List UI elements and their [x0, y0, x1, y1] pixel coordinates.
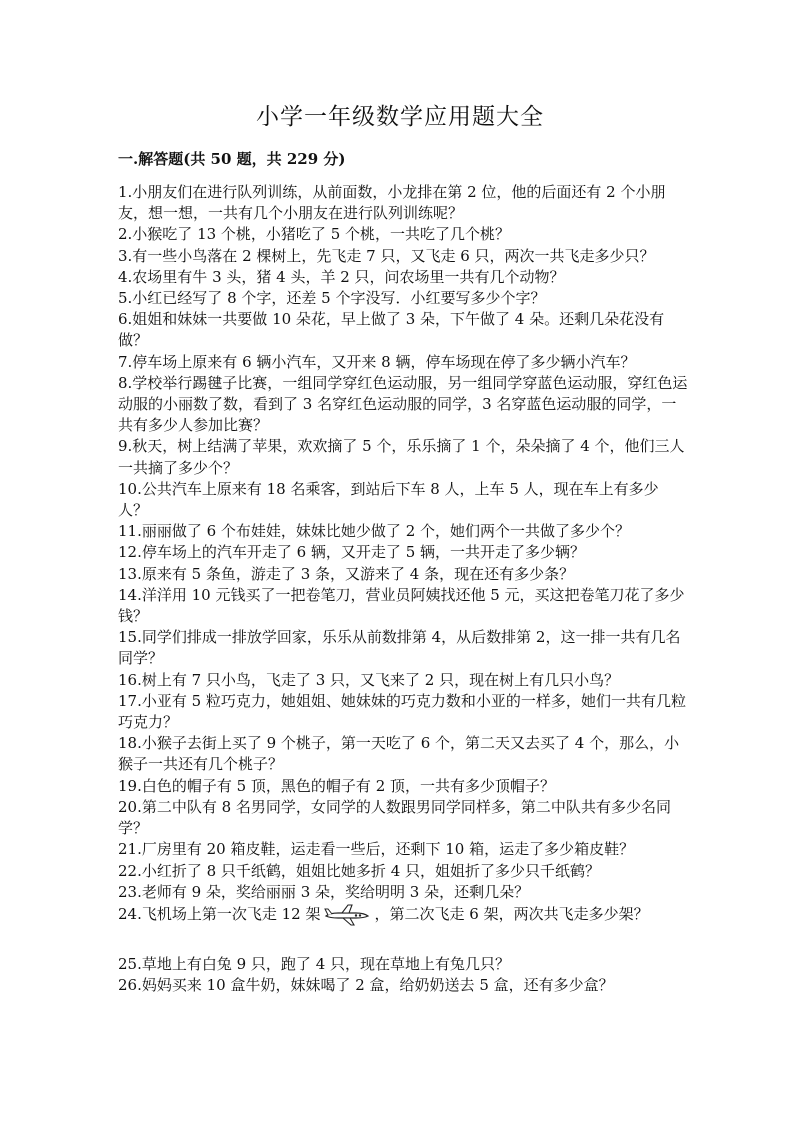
question-item: 5.小红已经写了 8 个字，还差 5 个字没写．小红要写多少个字？: [118, 289, 546, 308]
question-item: 22.小红折了 8 只千纸鹤，姐姐比她多折 4 只，姐姐折了多少只千纸鹤？: [118, 861, 601, 880]
question-item: 19.白色的帽子有 5 顶，黑色的帽子有 2 顶，一共有多少顶帽子？: [118, 776, 556, 795]
question-item: 20.第二中队有 8 名男同学，女同学的人数跟男同学同样多，第二中队共有多少名同学？: [118, 797, 671, 838]
question-item-24: [118, 903, 688, 933]
question-item: 1.小朋友们在进行队列训练，从前面数，小龙排在第 2 位，他的后面还有 2 个小朋友，想一想，一共有几个小朋友在进行队列训练呢？: [118, 183, 666, 223]
question-item: 10.公共汽车上原来有 18 名乘客，到站后下车 8 人，上车 5 人，现在车上有多少人？: [118, 479, 659, 520]
question-24-text-before: 24.飞机场上第一次飞走 12 架: [118, 904, 321, 923]
question-item: 18.小猴子去街上买了 9 个桃子，第一天吃了 6 个，第二天又去买了 4 个，那么，小猴子一共还有几个桃子？: [118, 734, 680, 774]
section-heading: 一.解答题(共 50 题，共 229 分): [118, 150, 346, 168]
question-item: 13.原来有 5 条鱼，游走了 3 条，又游来了 4 条，现在还有多少条？: [118, 564, 575, 583]
question-item: 6.姐姐和妹妹一共要做 10 朵花，早上做了 3 朵，下午做了 4 朵。还剩几朵花没有做？: [118, 310, 665, 350]
question-item: 9.秋天，树上结满了苹果，欢欢摘了 5 个，乐乐摘了 1 个，朵朵摘了 4 个，他们三人一共摘了多少个？: [118, 437, 685, 477]
question-item: 7.停车场上原来有 6 辆小汽车，又开来 8 辆，停车场现在停了多少辆小汽车？: [118, 352, 636, 371]
airplane-icon: [322, 903, 372, 933]
question-list: [118, 182, 688, 997]
question-item: 17.小亚有 5 粒巧克力，她姐姐、她妹妹的巧克力数和小亚的一样多，她们一共有几粒巧克力？: [118, 691, 686, 732]
question-item: 11.丽丽做了 6 个布娃娃，妹妹比她少做了 2 个，她们两个一共做了多少个？: [118, 522, 631, 541]
question-item: 3.有一些小鸟落在 2 棵树上，先飞走 7 只，又飞走 6 只，两次一共飞走多少只？: [118, 246, 655, 265]
question-item: 4.农场里有牛 3 头，猪 4 头，羊 2 只，问农场里一共有几个动物？: [118, 267, 565, 286]
page-title: 小学一年级数学应用题大全: [256, 104, 544, 130]
question-item: 8.学校举行踢毽子比赛，一组同学穿红色运动服，另一组同学穿蓝色运动服，穿红色运动服的小丽数了数，看到了 3 名穿红色运动服的同学，3 名穿蓝色运动服的同学，一共有多少人参加比赛？: [118, 373, 688, 435]
question-item: 21.厂房里有 20 箱皮鞋，运走看一些后，还剩下 10 箱，运走了多少箱皮鞋？: [118, 840, 635, 859]
question-item: 14.洋洋用 10 元钱买了一把卷笔刀，营业员阿姨找还他 5 元，买这把卷笔刀花了多少钱？: [118, 585, 685, 626]
question-item: 12.停车场上的汽车开走了 6 辆，又开走了 5 辆，一共开走了多少辆？: [118, 543, 586, 562]
spacer: [118, 933, 688, 954]
question-24-text-after: ，第二次飞走 6 架，两次共飞走多少架？: [374, 904, 649, 923]
question-item: 16.树上有 7 只小鸟，飞走了 3 只，又飞来了 2 只，现在树上有几只小鸟？: [118, 670, 620, 689]
question-item: 25.草地上有白兔 9 只，跑了 4 只，现在草地上有兔几只？: [118, 955, 511, 974]
question-item: 23.老师有 9 朵，奖给丽丽 3 朵，奖给明明 3 朵，还剩几朵？: [118, 882, 530, 901]
question-item: 26.妈妈买来 10 盒牛奶，妹妹喝了 2 盒，给奶奶送去 5 盒，还有多少盒？: [118, 976, 614, 995]
question-item: 15.同学们排成一排放学回家，乐乐从前数排第 4，从后数排第 2，这一排一共有几名同学？: [118, 628, 681, 668]
question-item: 2.小猴吃了 13 个桃，小猪吃了 5 个桃，一共吃了几个桃？: [118, 225, 511, 244]
